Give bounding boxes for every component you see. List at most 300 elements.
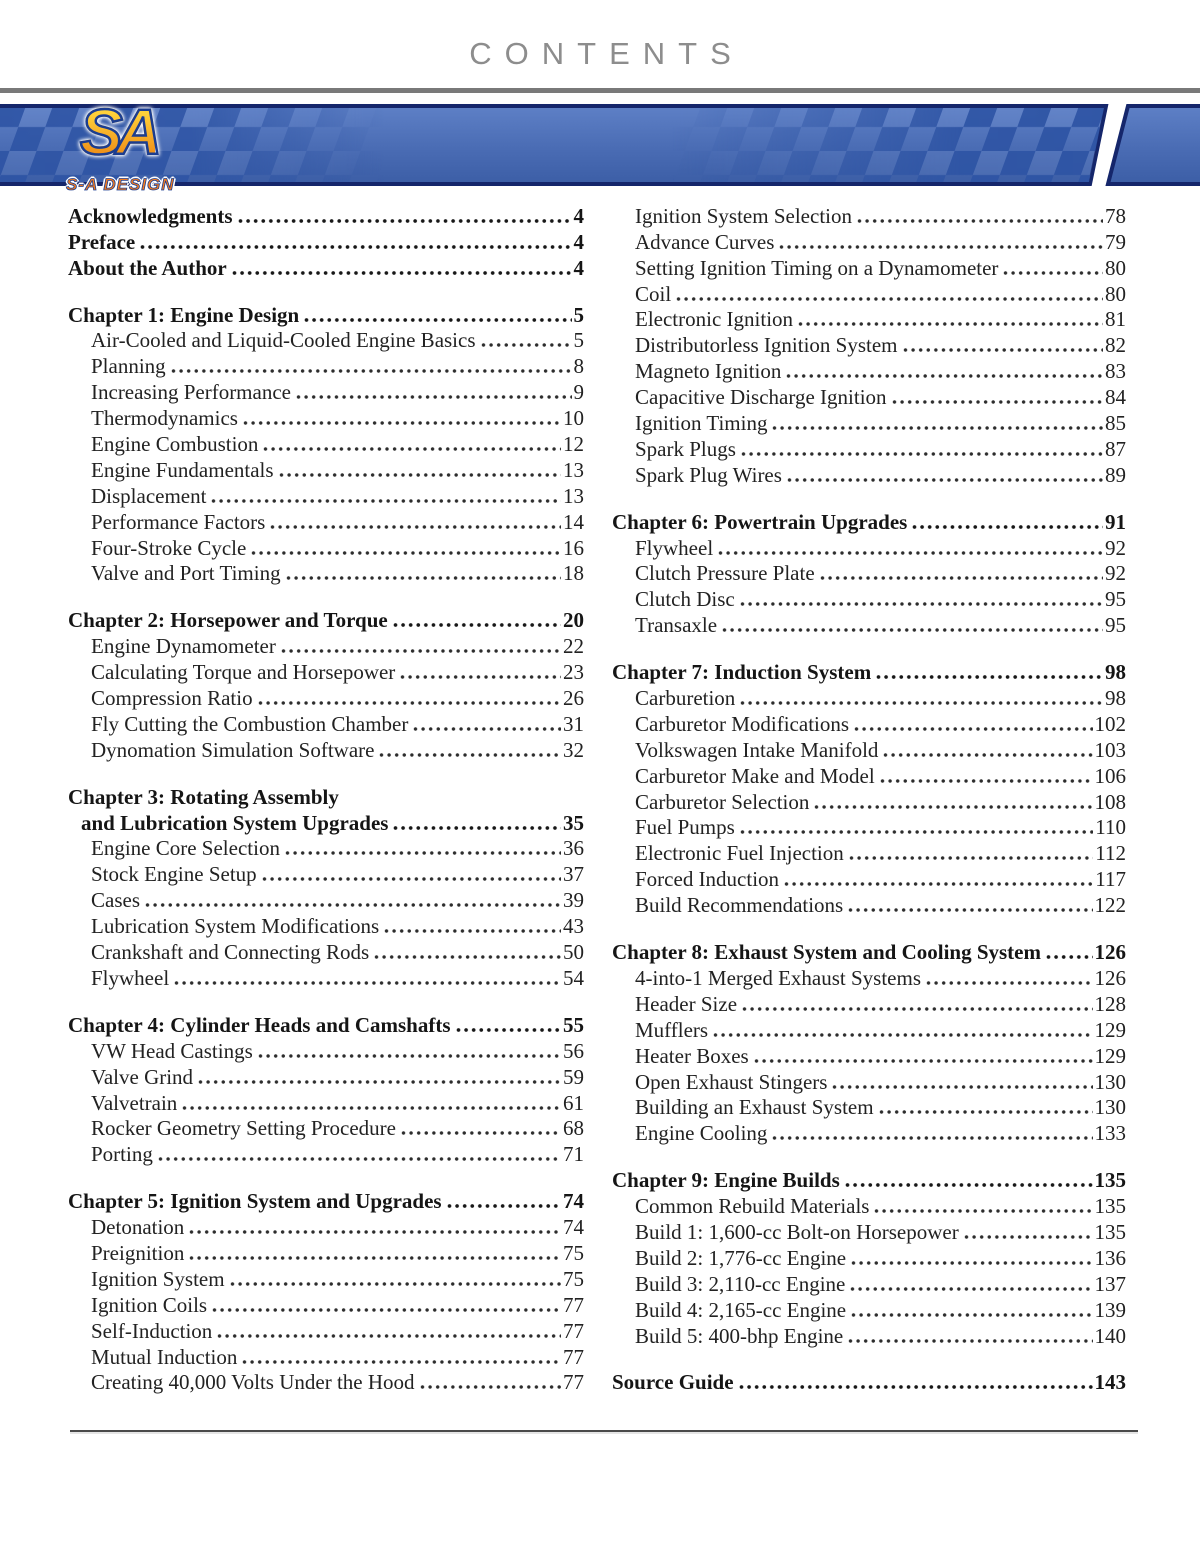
dot-leader [383, 927, 561, 935]
toc-entry-title: Ignition System [91, 1266, 225, 1291]
dot-leader [280, 647, 561, 655]
toc-entry-title: Heater Boxes [635, 1043, 749, 1068]
toc-entry-title: Build 3: 2,110-cc Engine [635, 1271, 846, 1296]
toc-entry-page: 98 [1105, 686, 1126, 711]
dot-leader [844, 1181, 1093, 1189]
toc-entry [68, 483, 584, 509]
toc-entry [612, 229, 1126, 255]
toc-entry-title: Increasing Performance [91, 380, 291, 405]
dot-leader [850, 1259, 1092, 1267]
dot-leader [925, 979, 1092, 987]
dot-leader [873, 1207, 1092, 1215]
toc-group [68, 302, 584, 587]
dot-leader [740, 450, 1103, 458]
dot-leader [882, 751, 1092, 759]
dot-leader [849, 1285, 1092, 1293]
dot-leader [412, 725, 561, 733]
toc-entry [612, 436, 1126, 462]
dot-leader [739, 699, 1103, 707]
toc-entry-page: 68 [563, 1116, 584, 1141]
toc-entry-page: 129 [1094, 1043, 1126, 1068]
dot-leader [242, 419, 561, 427]
toc-entry-page: 16 [563, 535, 584, 560]
toc-entry [612, 561, 1126, 587]
toc-entry [68, 1370, 584, 1396]
toc-group [68, 1188, 584, 1395]
toc-entry [612, 1219, 1126, 1245]
dot-leader [211, 1306, 561, 1314]
dot-leader [783, 880, 1093, 888]
dot-leader [373, 953, 561, 961]
dot-leader [378, 751, 561, 759]
toc-entry-title: About the Author [68, 255, 227, 280]
toc-entry [612, 410, 1126, 436]
toc-entry-title: Mutual Induction [91, 1344, 238, 1369]
toc-entry-title: Air-Cooled and Liquid-Cooled Engine Basics [91, 328, 476, 353]
toc-entry-page: 135 [1094, 1219, 1126, 1244]
toc-entry-title: Compression Ratio [91, 686, 253, 711]
toc-entry-page: 75 [563, 1240, 584, 1265]
toc-entry-title: Flywheel [91, 965, 170, 990]
dot-leader [400, 1129, 561, 1137]
toc-entry-page: 39 [563, 888, 584, 913]
toc-entry-title: Chapter 6: Powertrain Upgrades [612, 509, 908, 534]
dot-leader [675, 295, 1103, 303]
toc-chapter-entry [68, 203, 584, 229]
toc-entry-page: 22 [563, 634, 584, 659]
toc-entry-page: 140 [1094, 1323, 1126, 1348]
toc-entry-title: Carburetor Modifications [635, 711, 850, 736]
toc-entry [68, 1344, 584, 1370]
toc-entry [612, 1095, 1126, 1121]
toc-entry-page: 84 [1105, 385, 1126, 410]
toc-entry-page: 55 [563, 1012, 584, 1037]
toc-entry-title: Four-Stroke Cycle [91, 535, 247, 560]
toc-entry-title: Preface [68, 229, 136, 254]
dot-leader [891, 398, 1103, 406]
toc-entry-page: 129 [1094, 1017, 1126, 1042]
toc-entry-page: 54 [563, 965, 584, 990]
toc-entry-title: Ignition System Selection [635, 203, 852, 228]
toc-entry-title: Rocker Geometry Setting Procedure [91, 1116, 396, 1141]
toc-entry-title: Self-Induction [91, 1318, 213, 1343]
toc-column-right [612, 203, 1126, 1416]
toc-entry-page: 83 [1105, 359, 1126, 384]
toc-entry-page: 50 [563, 940, 584, 965]
toc-entry [68, 535, 584, 561]
toc-entry-page: 126 [1094, 940, 1126, 965]
toc-entry-title: Crankshaft and Connecting Rods [91, 940, 370, 965]
dot-leader [813, 803, 1092, 811]
toc-entry [68, 1141, 584, 1167]
dot-leader [717, 549, 1103, 557]
toc-entry-title: Chapter 9: Engine Builds [612, 1168, 840, 1193]
toc-entry-title: Engine Fundamentals [91, 457, 274, 482]
dot-leader [753, 1057, 1093, 1065]
dot-leader [295, 393, 572, 401]
toc-chapter-entry [68, 255, 584, 281]
dot-leader [480, 341, 572, 349]
dot-leader [231, 269, 572, 277]
toc-entry-page: 92 [1105, 561, 1126, 586]
dot-leader [853, 725, 1092, 733]
dot-leader [261, 875, 561, 883]
toc-entry-page: 23 [563, 660, 584, 685]
toc-entry-title: Build Recommendations [635, 893, 844, 918]
toc-chapter-entry [612, 1370, 1126, 1396]
dot-leader [738, 1383, 1093, 1391]
toc-entry-page: 91 [1105, 509, 1126, 534]
toc-entry-page: 74 [563, 1215, 584, 1240]
dot-leader [785, 372, 1103, 380]
toc-chapter-entry [68, 229, 584, 255]
toc-entry [68, 1318, 584, 1344]
toc-group [612, 509, 1126, 638]
dot-leader [856, 217, 1103, 225]
toc-entry-title: Calculating Torque and Horsepower [91, 660, 396, 685]
bottom-divider [70, 1430, 1138, 1432]
toc-entry [68, 509, 584, 535]
toc-entry-page: 98 [1105, 660, 1126, 685]
toc-entry [612, 1017, 1126, 1043]
dot-leader [144, 901, 561, 909]
toc-entry-title: Ignition Timing [635, 411, 768, 436]
dot-leader [229, 1280, 561, 1288]
dot-leader [303, 316, 571, 324]
toc-entry-page: 5 [573, 328, 584, 353]
toc-entry-page: 5 [573, 302, 584, 327]
toc-entry-page: 95 [1105, 613, 1126, 638]
toc-entry-page: 95 [1105, 587, 1126, 612]
toc-entry [612, 358, 1126, 384]
dot-leader [721, 626, 1103, 634]
table-of-contents [68, 203, 1126, 1416]
toc-entry-page: 36 [563, 836, 584, 861]
dot-leader [446, 1202, 561, 1210]
toc-entry-title: Dynomation Simulation Software [91, 737, 375, 762]
toc-entry-title: 4-into-1 Merged Exhaust Systems [635, 965, 922, 990]
toc-entry [612, 711, 1126, 737]
toc-entry-title: Porting [91, 1142, 153, 1167]
toc-entry-page: 137 [1094, 1271, 1126, 1296]
toc-entry [68, 711, 584, 737]
toc-entry-title: Setting Ignition Timing on a Dynamometer [635, 255, 999, 280]
toc-group [612, 203, 1126, 488]
dot-leader [188, 1228, 561, 1236]
dot-leader [139, 243, 571, 251]
toc-entry [612, 332, 1126, 358]
toc-entry-page: 37 [563, 862, 584, 887]
dot-leader [262, 445, 561, 453]
toc-entry-title: Capacitive Discharge Ignition [635, 385, 887, 410]
toc-entry-title: Transaxle [635, 613, 718, 638]
dot-leader [712, 1031, 1092, 1039]
toc-entry-title: Header Size [635, 991, 738, 1016]
toc-entry-title: Valvetrain [91, 1090, 178, 1115]
dot-leader [250, 549, 561, 557]
toc-group [612, 1370, 1126, 1396]
toc-entry [68, 861, 584, 887]
banner-graphic [0, 103, 1200, 199]
dot-leader [285, 574, 561, 582]
toc-entry-title: Electronic Fuel Injection [635, 841, 844, 866]
dot-leader [847, 906, 1092, 914]
toc-entry-page: 13 [563, 483, 584, 508]
dot-leader [419, 1383, 561, 1391]
toc-entry-title: Chapter 8: Exhaust System and Cooling System [612, 940, 1041, 965]
toc-entry [612, 892, 1126, 918]
toc-entry [612, 281, 1126, 307]
toc-entry-page: 77 [563, 1318, 584, 1343]
toc-entry-page: 31 [563, 711, 584, 736]
toc-entry [68, 457, 584, 483]
toc-entry-page: 81 [1105, 307, 1126, 332]
toc-entry-title: Chapter 1: Engine Design [68, 302, 300, 327]
toc-entry-page: 133 [1094, 1121, 1126, 1146]
toc-entry-page: 92 [1105, 535, 1126, 560]
toc-chapter-entry [612, 509, 1126, 535]
toc-chapter-entry [68, 1012, 584, 1038]
toc-entry-page: 130 [1094, 1069, 1126, 1094]
toc-entry-title: Engine Dynamometer [91, 634, 276, 659]
toc-entry-page: 59 [563, 1064, 584, 1089]
toc-entry-page: 26 [563, 686, 584, 711]
toc-entry-page: 135 [1094, 1168, 1126, 1193]
toc-entry-page: 20 [563, 608, 584, 633]
toc-entry-page: 112 [1095, 841, 1126, 866]
toc-entry-title: Magneto Ignition [635, 359, 782, 384]
toc-entry-page: 108 [1094, 789, 1126, 814]
toc-entry-page: 135 [1094, 1194, 1126, 1219]
toc-entry-page: 75 [563, 1266, 584, 1291]
toc-entry-page: 110 [1095, 815, 1126, 840]
toc-entry [612, 1245, 1126, 1271]
toc-entry [68, 353, 584, 379]
toc-entry-page: 61 [563, 1090, 584, 1115]
dot-leader [173, 979, 561, 987]
toc-entry-page: 82 [1105, 333, 1126, 358]
toc-group [612, 939, 1126, 1146]
dot-leader [210, 497, 561, 505]
toc-entry-title: Open Exhaust Stingers [635, 1069, 828, 1094]
toc-entry [612, 737, 1126, 763]
toc-entry [612, 255, 1126, 281]
toc-entry-page: 35 [563, 810, 584, 835]
toc-entry-page: 80 [1105, 281, 1126, 306]
toc-entry-page: 106 [1094, 763, 1126, 788]
dot-leader [878, 1108, 1093, 1116]
page-title: CONTENTS [469, 36, 744, 71]
toc-entry-title: Performance Factors [91, 509, 266, 534]
toc-entry [68, 561, 584, 587]
dot-leader [1002, 269, 1103, 277]
dot-leader [188, 1254, 561, 1262]
toc-entry-title: Cases [91, 888, 140, 913]
toc-entry [68, 887, 584, 913]
toc-entry-title: Mufflers [635, 1017, 709, 1042]
toc-entry-page: 139 [1094, 1297, 1126, 1322]
toc-entry [612, 586, 1126, 612]
toc-entry [68, 737, 584, 763]
toc-entry-page: 56 [563, 1038, 584, 1063]
dot-leader [284, 849, 561, 857]
toc-entry-title: Engine Cooling [635, 1121, 768, 1146]
toc-entry-title: Chapter 2: Horsepower and Torque [68, 608, 388, 633]
toc-entry-title: Carburetion [635, 686, 736, 711]
dot-leader [831, 1083, 1092, 1091]
toc-entry [68, 1064, 584, 1090]
toc-entry-title: Volkswagen Intake Manifold [635, 737, 879, 762]
toc-entry-title: Forced Induction [635, 867, 780, 892]
dot-leader [778, 243, 1103, 251]
dot-leader [739, 600, 1103, 608]
toc-entry-page: 80 [1105, 255, 1126, 280]
toc-entry [68, 328, 584, 354]
toc-entry [612, 307, 1126, 333]
toc-entry [612, 763, 1126, 789]
dot-leader [399, 673, 561, 681]
toc-entry-page: 71 [563, 1142, 584, 1167]
dot-leader [392, 621, 561, 629]
toc-group [68, 784, 584, 991]
toc-entry [612, 965, 1126, 991]
dot-leader [848, 854, 1094, 862]
toc-entry-title: Source Guide [612, 1370, 734, 1395]
dot-leader [1045, 953, 1093, 961]
toc-entry-title: Carburetor Selection [635, 789, 810, 814]
dot-leader [963, 1233, 1093, 1241]
dot-leader [257, 699, 561, 707]
toc-entry [68, 633, 584, 659]
dot-leader [181, 1104, 561, 1112]
dot-leader [241, 1358, 561, 1366]
toc-entry [612, 1069, 1126, 1095]
toc-entry-page: 126 [1094, 965, 1126, 990]
toc-entry [68, 1214, 584, 1240]
toc-entry-page: 77 [563, 1292, 584, 1317]
title-divider [0, 88, 1200, 93]
toc-entry [68, 1116, 584, 1142]
toc-entry-title: Build 2: 1,776-cc Engine [635, 1245, 847, 1270]
dot-leader [739, 828, 1093, 836]
toc-entry [68, 685, 584, 711]
dot-leader [392, 824, 561, 832]
toc-chapter-entry [612, 659, 1126, 685]
toc-group [612, 659, 1126, 918]
toc-entry [612, 462, 1126, 488]
toc-chapter-entry [68, 810, 584, 836]
dot-leader [278, 471, 561, 479]
toc-entry-title: Planning [91, 354, 166, 379]
toc-chapter-entry [68, 1188, 584, 1214]
toc-group [68, 1012, 584, 1167]
toc-entry [612, 685, 1126, 711]
toc-chapter-entry [612, 1167, 1126, 1193]
toc-entry-title: Coil [635, 281, 672, 306]
dot-leader [902, 346, 1104, 354]
dot-leader [786, 476, 1103, 484]
toc-entry-title: Chapter 3: Rotating Assembly [68, 784, 339, 809]
toc-entry-title: Preignition [91, 1240, 185, 1265]
toc-entry [612, 1271, 1126, 1297]
toc-entry-title: Chapter 4: Cylinder Heads and Camshafts [68, 1012, 451, 1037]
toc-entry-title: Thermodynamics [91, 406, 238, 431]
toc-entry-title: Electronic Ignition [635, 307, 794, 332]
toc-entry-title: Fuel Pumps [635, 815, 735, 840]
dot-leader [771, 424, 1103, 432]
toc-entry [612, 991, 1126, 1017]
toc-entry [612, 203, 1126, 229]
toc-entry-title: Engine Combustion [91, 432, 259, 457]
toc-entry-page: 13 [563, 457, 584, 482]
toc-chapter-entry [68, 302, 584, 328]
toc-entry-page: 122 [1094, 893, 1126, 918]
toc-entry [68, 379, 584, 405]
toc-entry [68, 1038, 584, 1064]
toc-entry-page: 9 [573, 380, 584, 405]
toc-entry-title: Clutch Disc [635, 587, 735, 612]
toc-entry-page: 89 [1105, 462, 1126, 487]
toc-entry [612, 815, 1126, 841]
toc-entry [68, 913, 584, 939]
toc-entry-page: 14 [563, 509, 584, 534]
toc-entry-page: 4 [573, 229, 584, 254]
toc-entry [68, 965, 584, 991]
toc-entry-title: Flywheel [635, 535, 714, 560]
sa-design-logo-name: S-A DESIGN [66, 175, 175, 194]
toc-entry-page: 78 [1105, 203, 1126, 228]
checkered-banner [0, 103, 1200, 199]
dot-leader [455, 1026, 561, 1034]
toc-entry-page: 77 [563, 1370, 584, 1395]
toc-chapter-entry [68, 784, 584, 810]
toc-entry-title: Lubrication System Modifications [91, 914, 380, 939]
toc-entry-title: Stock Engine Setup [91, 862, 257, 887]
toc-entry [612, 1120, 1126, 1146]
toc-entry [68, 1266, 584, 1292]
dot-leader [157, 1155, 561, 1163]
toc-group [612, 1167, 1126, 1348]
toc-entry-title: Ignition Coils [91, 1292, 208, 1317]
toc-entry-page: 85 [1105, 411, 1126, 436]
dot-leader [771, 1134, 1092, 1142]
toc-entry-title: VW Head Castings [91, 1038, 253, 1063]
toc-entry-page: 8 [573, 354, 584, 379]
toc-entry-page: 18 [563, 561, 584, 586]
toc-entry-title: Chapter 7: Induction System [612, 660, 872, 685]
toc-entry-page: 32 [563, 737, 584, 762]
toc-entry-page: 74 [563, 1189, 584, 1214]
toc-entry-title: Engine Core Selection [91, 836, 280, 861]
toc-entry [68, 659, 584, 685]
dot-leader [850, 1311, 1092, 1319]
toc-entry-page: 136 [1094, 1245, 1126, 1270]
toc-entry [68, 939, 584, 965]
dot-leader [216, 1332, 561, 1340]
toc-entry [612, 384, 1126, 410]
toc-entry [612, 789, 1126, 815]
toc-entry-page: 87 [1105, 436, 1126, 461]
toc-chapter-entry [612, 939, 1126, 965]
toc-entry-title: Distributorless Ignition System [635, 333, 898, 358]
toc-column-left [68, 203, 584, 1416]
toc-entry-title: Building an Exhaust System [635, 1095, 874, 1120]
toc-entry-title: Spark Plugs [635, 436, 736, 461]
toc-entry-title: Build 4: 2,165-cc Engine [635, 1297, 847, 1322]
toc-entry-title: Advance Curves [635, 229, 775, 254]
toc-entry-page: 10 [563, 406, 584, 431]
sa-design-logo-monogram: SA [80, 96, 155, 168]
